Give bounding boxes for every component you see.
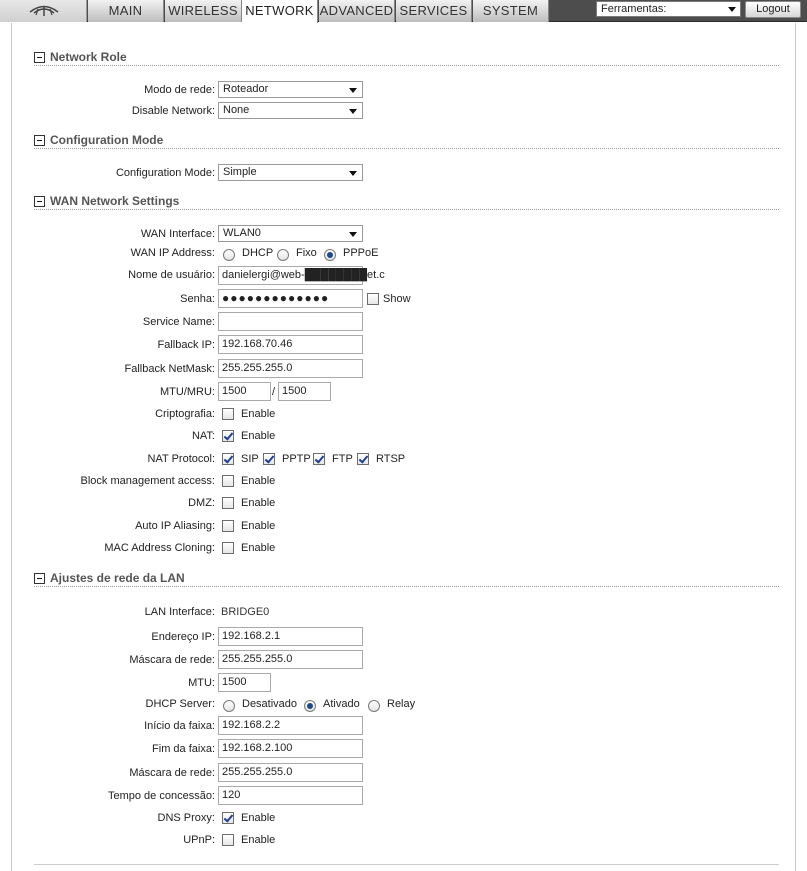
tab-network[interactable]: NETWORK xyxy=(242,0,318,23)
range-end-label: Fim da faixa: xyxy=(152,743,215,755)
mtu-mru-separator: / xyxy=(272,386,276,398)
tab-wireless[interactable]: WIRELESS xyxy=(165,0,242,22)
wan-ip-fixo-label: Fixo xyxy=(296,247,317,259)
mtu-mru-label: MTU/MRU: xyxy=(160,386,215,398)
tools-dropdown[interactable] xyxy=(596,1,741,17)
fallback-ip-label: Fallback IP: xyxy=(157,339,215,351)
nat-protocol-label: NAT Protocol: xyxy=(147,453,215,465)
dmz-enable-label: Enable xyxy=(241,497,276,509)
collapse-icon[interactable] xyxy=(34,135,45,146)
wan-interface-label: WAN Interface: xyxy=(140,228,215,240)
dns-proxy-label: DNS Proxy: xyxy=(157,812,215,824)
disable-network-value: None xyxy=(223,104,250,116)
show-password-checkbox[interactable] xyxy=(367,293,379,305)
auto-ip-aliasing-label: Auto IP Aliasing: xyxy=(135,520,215,532)
nat-checkbox[interactable] xyxy=(222,430,234,442)
upnp-enable-label: Enable xyxy=(241,834,276,846)
lease-time-input[interactable]: 120 xyxy=(218,786,363,805)
lan-mask-label: Máscara de rede: xyxy=(129,654,215,666)
dhcp-mask-label: Máscara de rede: xyxy=(129,767,215,779)
wan-ip-pppoe-label: PPPoE xyxy=(343,247,379,259)
wan-ip-fixo-radio[interactable] xyxy=(277,249,289,261)
block-management-label: Block management access: xyxy=(80,475,215,487)
section-title: Ajustes de rede da LAN xyxy=(50,571,185,585)
tab-services[interactable]: SERVICES xyxy=(396,0,472,22)
upnp-label: UPnP: xyxy=(183,834,215,846)
wan-interface-select[interactable] xyxy=(218,225,363,242)
nat-rtsp-label: RTSP xyxy=(376,453,406,465)
dns-proxy-enable-label: Enable xyxy=(241,812,276,824)
disable-network-select[interactable] xyxy=(218,102,363,119)
nat-sip-label: SIP xyxy=(241,453,259,465)
tab-advanced[interactable]: ADVANCED xyxy=(319,0,395,22)
ubiquiti-logo xyxy=(0,0,87,22)
configuration-mode-select[interactable] xyxy=(218,164,363,181)
lan-mask-input[interactable]: 255.255.255.0 xyxy=(218,650,363,669)
section-lan-settings xyxy=(34,571,779,587)
nat-ftp-checkbox[interactable] xyxy=(313,453,325,465)
dhcp-mask-input[interactable]: 255.255.255.0 xyxy=(218,763,363,782)
collapse-icon[interactable] xyxy=(34,52,45,63)
mru-input[interactable]: 1500 xyxy=(278,382,331,401)
password-label: Senha: xyxy=(180,293,215,305)
dhcp-desativado-radio[interactable] xyxy=(223,700,235,712)
fallback-ip-input[interactable]: 192.168.70.46 xyxy=(218,335,363,354)
block-management-enable-label: Enable xyxy=(241,475,276,487)
dhcp-ativado-radio[interactable] xyxy=(304,700,316,712)
wan-ip-address-label: WAN IP Address: xyxy=(130,247,215,259)
divider xyxy=(34,864,779,865)
service-name-input[interactable] xyxy=(218,312,363,331)
nat-enable-label: Enable xyxy=(241,430,276,442)
tools-dropdown-value: Ferramentas: xyxy=(601,3,667,15)
dhcp-desativado-label: Desativado xyxy=(242,698,298,710)
dmz-label: DMZ: xyxy=(188,497,215,509)
wan-ip-dhcp-label: DHCP xyxy=(242,247,274,259)
range-start-input[interactable]: 192.168.2.2 xyxy=(218,716,363,735)
collapse-icon[interactable] xyxy=(34,196,45,207)
block-management-checkbox[interactable] xyxy=(222,475,234,487)
lan-ip-input[interactable]: 192.168.2.1 xyxy=(218,627,363,646)
section-title: Network Role xyxy=(50,50,127,64)
username-label: Nome de usuário: xyxy=(128,269,215,281)
password-input[interactable]: ●●●●●●●●●●●●● xyxy=(218,289,363,308)
section-title: Configuration Mode xyxy=(50,133,164,147)
fallback-netmask-input[interactable]: 255.255.255.0 xyxy=(218,359,363,378)
logo-icon xyxy=(28,3,60,17)
lan-mtu-label: MTU: xyxy=(188,677,215,689)
lan-ip-label: Endereço IP: xyxy=(151,631,215,643)
wan-interface-value: WLAN0 xyxy=(223,227,261,239)
show-password-label: Show xyxy=(383,293,411,305)
nat-rtsp-checkbox[interactable] xyxy=(357,453,369,465)
auto-ip-aliasing-checkbox[interactable] xyxy=(222,520,234,532)
username-input[interactable]: danielergi@web-████████et.c xyxy=(218,266,363,285)
section-title: WAN Network Settings xyxy=(50,194,180,208)
network-mode-label: Modo de rede: xyxy=(144,84,215,96)
top-navigation-bar xyxy=(0,0,807,22)
lease-time-label: Tempo de concessão: xyxy=(107,790,215,802)
nat-sip-checkbox[interactable] xyxy=(222,453,234,465)
service-name-label: Service Name: xyxy=(142,316,215,328)
auto-ip-aliasing-enable-label: Enable xyxy=(241,520,276,532)
section-wan-network-settings xyxy=(34,194,779,210)
dhcp-ativado-label: Ativado xyxy=(323,698,360,710)
nat-pptp-checkbox[interactable] xyxy=(263,453,275,465)
criptografia-label: Criptografia: xyxy=(155,408,215,420)
nat-label: NAT: xyxy=(191,430,215,442)
chevron-down-icon xyxy=(349,88,357,93)
logout-button[interactable]: Logout xyxy=(745,1,801,18)
range-end-input[interactable]: 192.168.2.100 xyxy=(218,739,363,758)
mac-cloning-label: MAC Address Cloning: xyxy=(104,542,215,554)
disable-network-label: Disable Network: xyxy=(131,105,215,117)
criptografia-enable-label: Enable xyxy=(241,408,276,420)
dmz-checkbox[interactable] xyxy=(222,497,234,509)
network-mode-select[interactable] xyxy=(218,81,363,98)
criptografia-checkbox[interactable] xyxy=(222,408,234,420)
chevron-down-icon xyxy=(349,109,357,114)
configuration-mode-value: Simple xyxy=(223,166,257,178)
mtu-input[interactable]: 1500 xyxy=(218,382,271,401)
fallback-netmask-label: Fallback NetMask: xyxy=(124,363,215,375)
dhcp-server-label: DHCP Server: xyxy=(145,698,215,710)
tab-main[interactable]: MAIN xyxy=(88,0,164,22)
configuration-mode-label: Configuration Mode: xyxy=(115,167,215,179)
lan-interface-value: BRIDGE0 xyxy=(221,606,270,618)
lan-interface-label: LAN Interface: xyxy=(144,606,215,618)
lan-mtu-input[interactable]: 1500 xyxy=(218,673,271,692)
nat-ftp-label: FTP xyxy=(332,453,353,465)
wan-ip-dhcp-radio[interactable] xyxy=(223,249,235,261)
collapse-icon[interactable] xyxy=(34,573,45,584)
chevron-down-icon xyxy=(349,171,357,176)
chevron-down-icon xyxy=(728,7,736,12)
content-panel xyxy=(11,23,796,871)
section-configuration-mode xyxy=(34,133,779,149)
network-mode-value: Roteador xyxy=(223,83,269,95)
upnp-checkbox[interactable] xyxy=(222,834,234,846)
nat-pptp-label: PPTP xyxy=(282,453,311,465)
mac-cloning-enable-label: Enable xyxy=(241,542,276,554)
range-start-label: Início da faixa: xyxy=(144,720,215,732)
section-network-role xyxy=(34,50,779,66)
chevron-down-icon xyxy=(349,232,357,237)
dhcp-relay-label: Relay xyxy=(387,698,416,710)
dhcp-relay-radio[interactable] xyxy=(368,700,380,712)
wan-ip-pppoe-radio[interactable] xyxy=(324,249,336,261)
dns-proxy-checkbox[interactable] xyxy=(222,812,234,824)
mac-cloning-checkbox[interactable] xyxy=(222,542,234,554)
tab-system[interactable]: SYSTEM xyxy=(473,0,549,22)
